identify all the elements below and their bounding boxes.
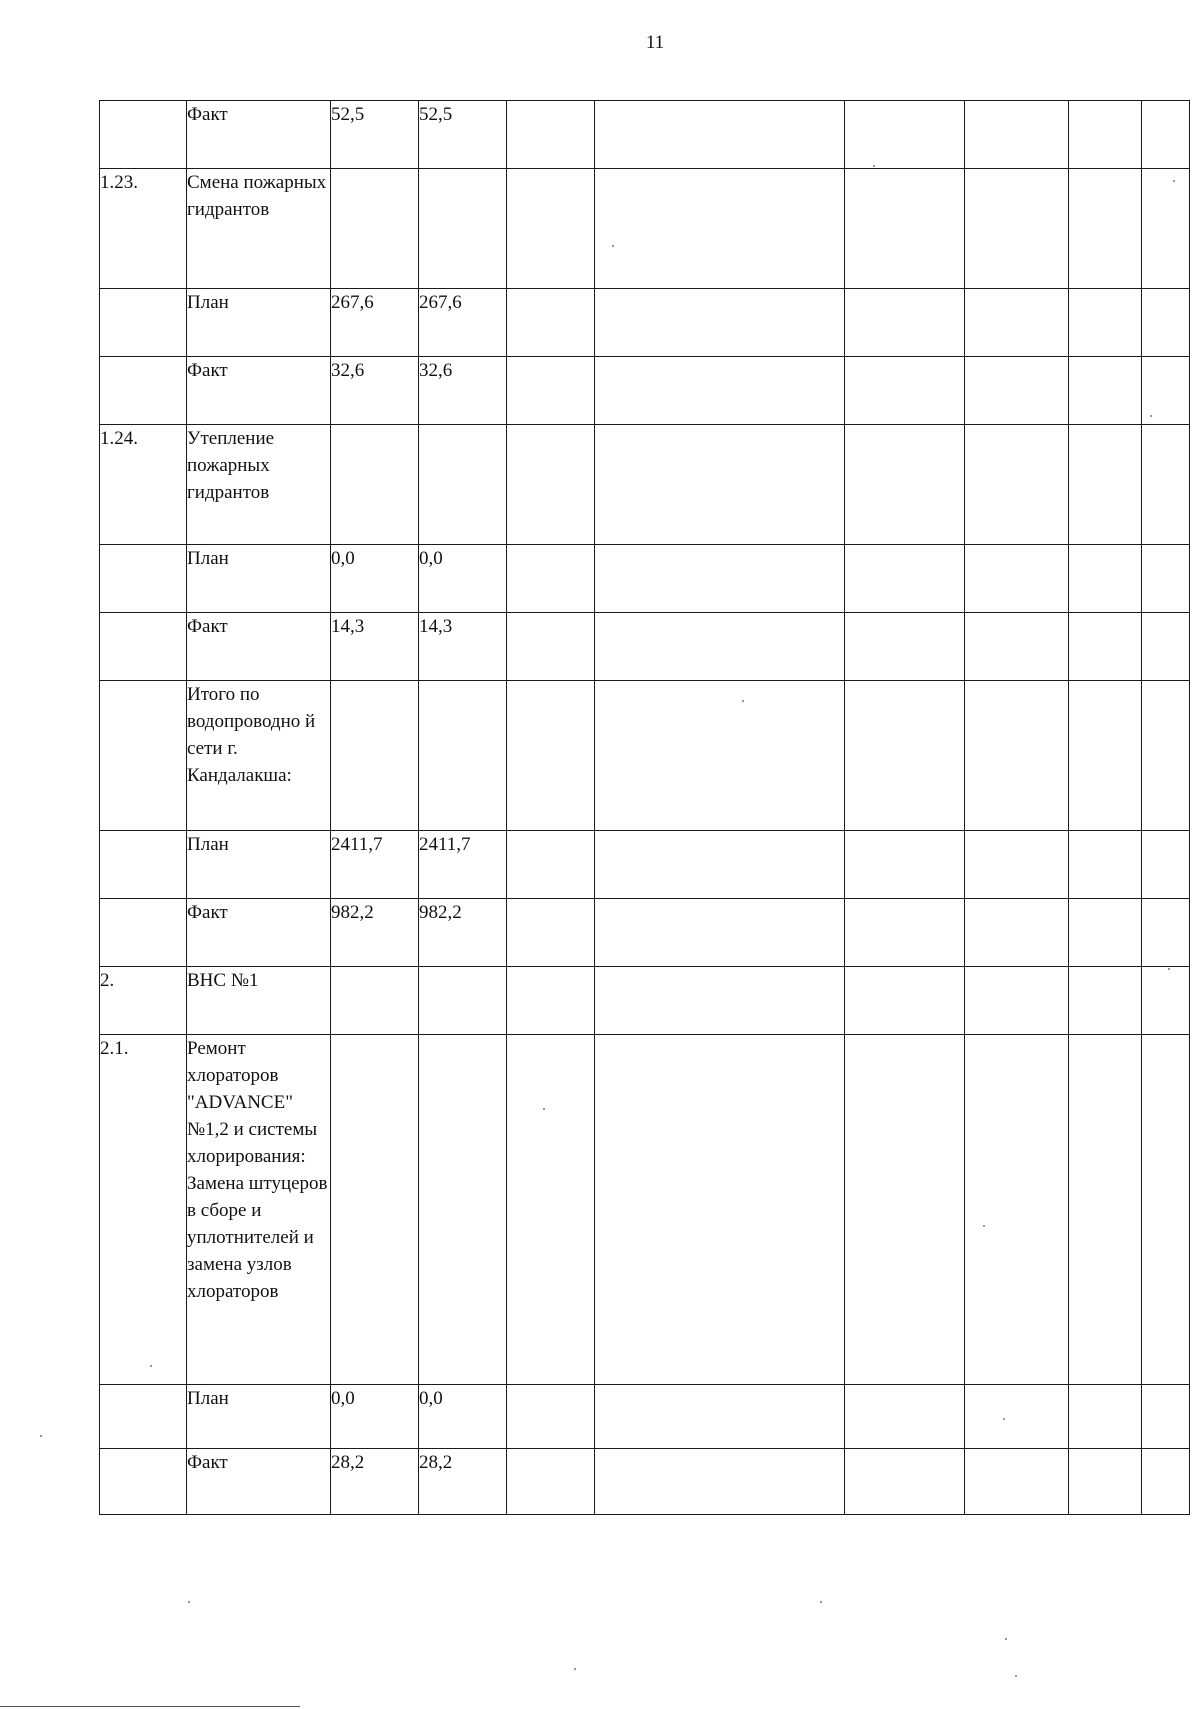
- value-cell-1-text: 14,3: [331, 616, 365, 637]
- empty-cell: [845, 357, 965, 425]
- empty-cell: [965, 1035, 1069, 1385]
- empty-cell: [1142, 613, 1190, 681]
- value-cell-2: [419, 1385, 507, 1449]
- value-cell-1-text: 28,2: [331, 1452, 365, 1473]
- empty-cell: [507, 967, 595, 1035]
- empty-cell: [507, 1035, 595, 1385]
- item-name-text: Факт: [187, 616, 228, 637]
- empty-cell: [965, 831, 1069, 899]
- empty-cell: [965, 681, 1069, 831]
- item-number-cell: [100, 899, 187, 967]
- value-cell-1: [331, 1035, 419, 1385]
- empty-cell: [595, 1035, 845, 1385]
- item-number-cell: [100, 613, 187, 681]
- item-number-cell: [100, 545, 187, 613]
- table-row: [100, 831, 1190, 899]
- empty-cell: [507, 831, 595, 899]
- empty-cell: [965, 967, 1069, 1035]
- item-number-cell: [100, 425, 187, 545]
- empty-cell: [1069, 545, 1142, 613]
- empty-cell: [965, 357, 1069, 425]
- empty-cell: [1069, 1449, 1142, 1515]
- scan-speck: [574, 1668, 576, 1670]
- empty-cell: [965, 1385, 1069, 1449]
- item-number-cell: [100, 357, 187, 425]
- scan-speck: [40, 1435, 42, 1437]
- value-cell-2-text: 2411,7: [419, 834, 471, 855]
- value-cell-2-text: 0,0: [419, 548, 443, 569]
- empty-cell: [845, 967, 965, 1035]
- item-name-text: План: [187, 834, 229, 855]
- empty-cell: [507, 169, 595, 289]
- empty-cell: [507, 1385, 595, 1449]
- value-cell-1: [331, 545, 419, 613]
- value-cell-1: [331, 169, 419, 289]
- value-cell-2: [419, 1449, 507, 1515]
- value-cell-1-text: 982,2: [331, 902, 374, 923]
- item-name-cell: [187, 425, 331, 545]
- scan-speck: [1005, 1638, 1007, 1640]
- item-number-cell: [100, 289, 187, 357]
- item-number-cell-text: 2.1.: [100, 1038, 129, 1059]
- scan-speck: [1015, 1675, 1017, 1677]
- item-number-cell: [100, 681, 187, 831]
- value-cell-1: [331, 101, 419, 169]
- empty-cell: [507, 545, 595, 613]
- value-cell-1-text: 267,6: [331, 292, 374, 313]
- value-cell-1: [331, 425, 419, 545]
- value-cell-2: [419, 545, 507, 613]
- scan-speck: [983, 1225, 985, 1227]
- item-name-cell: [187, 1449, 331, 1515]
- value-cell-2: [419, 169, 507, 289]
- value-cell-1: [331, 899, 419, 967]
- item-number-cell: [100, 967, 187, 1035]
- value-cell-1-text: 32,6: [331, 360, 365, 381]
- table-row: [100, 681, 1190, 831]
- empty-cell: [1069, 1385, 1142, 1449]
- value-cell-1: [331, 681, 419, 831]
- empty-cell: [845, 831, 965, 899]
- item-name-cell: [187, 169, 331, 289]
- empty-cell: [1142, 169, 1190, 289]
- empty-cell: [595, 681, 845, 831]
- empty-cell: [507, 681, 595, 831]
- table-row: [100, 967, 1190, 1035]
- empty-cell: [965, 169, 1069, 289]
- empty-cell: [1142, 967, 1190, 1035]
- value-cell-2-text: 14,3: [419, 616, 453, 637]
- item-name-cell: [187, 967, 331, 1035]
- empty-cell: [595, 101, 845, 169]
- item-name-text: Факт: [187, 902, 228, 923]
- table-row: [100, 425, 1190, 545]
- table-row: [100, 169, 1190, 289]
- item-name-text: План: [187, 292, 229, 313]
- empty-cell: [965, 1449, 1069, 1515]
- empty-cell: [1142, 545, 1190, 613]
- table-row: [100, 1035, 1190, 1385]
- value-cell-1-text: 0,0: [331, 548, 355, 569]
- item-name-text: Факт: [187, 1452, 228, 1473]
- empty-cell: [1142, 831, 1190, 899]
- empty-cell: [507, 1449, 595, 1515]
- empty-cell: [507, 357, 595, 425]
- empty-cell: [845, 681, 965, 831]
- value-cell-2: [419, 101, 507, 169]
- value-cell-2: [419, 425, 507, 545]
- value-cell-1: [331, 1449, 419, 1515]
- value-cell-1-text: 0,0: [331, 1388, 355, 1409]
- empty-cell: [507, 613, 595, 681]
- empty-cell: [1142, 101, 1190, 169]
- empty-cell: [595, 425, 845, 545]
- empty-cell: [1142, 425, 1190, 545]
- empty-cell: [965, 425, 1069, 545]
- item-name-text: Утепление пожарных гидрантов: [187, 428, 275, 503]
- item-name-cell: [187, 289, 331, 357]
- value-cell-2: [419, 613, 507, 681]
- item-name-cell: [187, 681, 331, 831]
- empty-cell: [1142, 899, 1190, 967]
- item-name-text: Итого по водопроводно й сети г. Кандалакша:: [187, 684, 316, 786]
- item-name-cell: [187, 831, 331, 899]
- empty-cell: [965, 545, 1069, 613]
- item-name-cell: [187, 357, 331, 425]
- empty-cell: [507, 101, 595, 169]
- empty-cell: [845, 169, 965, 289]
- item-number-cell: [100, 101, 187, 169]
- value-cell-2-text: 0,0: [419, 1388, 443, 1409]
- table-row: [100, 289, 1190, 357]
- item-number-cell-text: 1.24.: [100, 428, 138, 449]
- item-number-cell-text: 1.23.: [100, 172, 138, 193]
- scan-speck: [150, 1365, 152, 1367]
- empty-cell: [507, 899, 595, 967]
- value-cell-1-text: 52,5: [331, 104, 365, 125]
- item-name-cell: [187, 899, 331, 967]
- empty-cell: [1142, 1449, 1190, 1515]
- table-row: [100, 613, 1190, 681]
- item-number-cell: [100, 169, 187, 289]
- table-row: [100, 1385, 1190, 1449]
- value-cell-2-text: 982,2: [419, 902, 462, 923]
- item-number-cell-text: 2.: [100, 970, 115, 991]
- empty-cell: [1142, 1035, 1190, 1385]
- empty-cell: [1142, 289, 1190, 357]
- table-row: [100, 357, 1190, 425]
- scan-speck: [612, 245, 614, 247]
- item-name-text: План: [187, 1388, 229, 1409]
- empty-cell: [595, 545, 845, 613]
- scan-speck: [820, 1601, 822, 1603]
- item-name-cell: [187, 613, 331, 681]
- empty-cell: [595, 831, 845, 899]
- empty-cell: [595, 613, 845, 681]
- value-cell-2: [419, 899, 507, 967]
- empty-cell: [595, 169, 845, 289]
- empty-cell: [1069, 169, 1142, 289]
- empty-cell: [595, 1385, 845, 1449]
- scan-speck: [1003, 1418, 1005, 1420]
- footer-rule: [0, 1706, 300, 1707]
- empty-cell: [1069, 613, 1142, 681]
- table-row: [100, 1449, 1190, 1515]
- item-number-cell: [100, 831, 187, 899]
- value-cell-2: [419, 1035, 507, 1385]
- plan-table: [99, 100, 1190, 1515]
- empty-cell: [845, 613, 965, 681]
- empty-cell: [845, 1035, 965, 1385]
- empty-cell: [595, 1449, 845, 1515]
- value-cell-2: [419, 831, 507, 899]
- empty-cell: [595, 357, 845, 425]
- scan-speck: [543, 1108, 545, 1110]
- value-cell-2: [419, 357, 507, 425]
- empty-cell: [965, 289, 1069, 357]
- empty-cell: [1069, 967, 1142, 1035]
- scan-speck: [188, 1601, 190, 1603]
- empty-cell: [845, 425, 965, 545]
- empty-cell: [1069, 681, 1142, 831]
- empty-cell: [595, 289, 845, 357]
- value-cell-1: [331, 831, 419, 899]
- item-number-cell: [100, 1449, 187, 1515]
- value-cell-2-text: 52,5: [419, 104, 453, 125]
- value-cell-1: [331, 1385, 419, 1449]
- value-cell-1: [331, 613, 419, 681]
- empty-cell: [845, 1385, 965, 1449]
- empty-cell: [845, 899, 965, 967]
- empty-cell: [1142, 357, 1190, 425]
- item-name-text: Факт: [187, 104, 228, 125]
- item-name-cell: [187, 1385, 331, 1449]
- empty-cell: [1069, 101, 1142, 169]
- item-name-text: Ремонт хлораторов "ADVANCE" №1,2 и системы хлорирования: Замена штуцеров в сборе и уплотнителей и замена узлов хлораторов: [187, 1038, 328, 1302]
- value-cell-2-text: 267,6: [419, 292, 462, 313]
- empty-cell: [1142, 1385, 1190, 1449]
- empty-cell: [845, 101, 965, 169]
- item-name-text: Смена пожарных гидрантов: [187, 172, 327, 220]
- scan-speck: [1150, 415, 1152, 417]
- table-row: [100, 899, 1190, 967]
- empty-cell: [845, 289, 965, 357]
- item-name-text: ВНС №1: [187, 970, 259, 991]
- scan-speck: [873, 165, 875, 167]
- table-row: [100, 101, 1190, 169]
- value-cell-1-text: 2411,7: [331, 834, 383, 855]
- value-cell-2: [419, 289, 507, 357]
- item-name-cell: [187, 101, 331, 169]
- table-row: [100, 545, 1190, 613]
- value-cell-2: [419, 681, 507, 831]
- empty-cell: [845, 1449, 965, 1515]
- scan-speck: [1173, 180, 1175, 182]
- empty-cell: [507, 289, 595, 357]
- item-number-cell: [100, 1035, 187, 1385]
- empty-cell: [845, 545, 965, 613]
- item-number-cell: [100, 1385, 187, 1449]
- scan-speck: [1168, 968, 1170, 970]
- value-cell-2: [419, 967, 507, 1035]
- value-cell-1: [331, 289, 419, 357]
- value-cell-2-text: 28,2: [419, 1452, 453, 1473]
- empty-cell: [965, 101, 1069, 169]
- empty-cell: [1142, 681, 1190, 831]
- empty-cell: [1069, 357, 1142, 425]
- item-name-cell: [187, 1035, 331, 1385]
- item-name-text: Факт: [187, 360, 228, 381]
- scan-speck: [742, 700, 744, 702]
- empty-cell: [1069, 899, 1142, 967]
- empty-cell: [1069, 1035, 1142, 1385]
- value-cell-2-text: 32,6: [419, 360, 453, 381]
- empty-cell: [1069, 425, 1142, 545]
- item-name-text: План: [187, 548, 229, 569]
- value-cell-1: [331, 357, 419, 425]
- value-cell-1: [331, 967, 419, 1035]
- page-number: 11: [645, 32, 665, 53]
- empty-cell: [595, 967, 845, 1035]
- empty-cell: [1069, 289, 1142, 357]
- empty-cell: [965, 613, 1069, 681]
- empty-cell: [965, 899, 1069, 967]
- empty-cell: [595, 899, 845, 967]
- empty-cell: [1069, 831, 1142, 899]
- item-name-cell: [187, 545, 331, 613]
- empty-cell: [507, 425, 595, 545]
